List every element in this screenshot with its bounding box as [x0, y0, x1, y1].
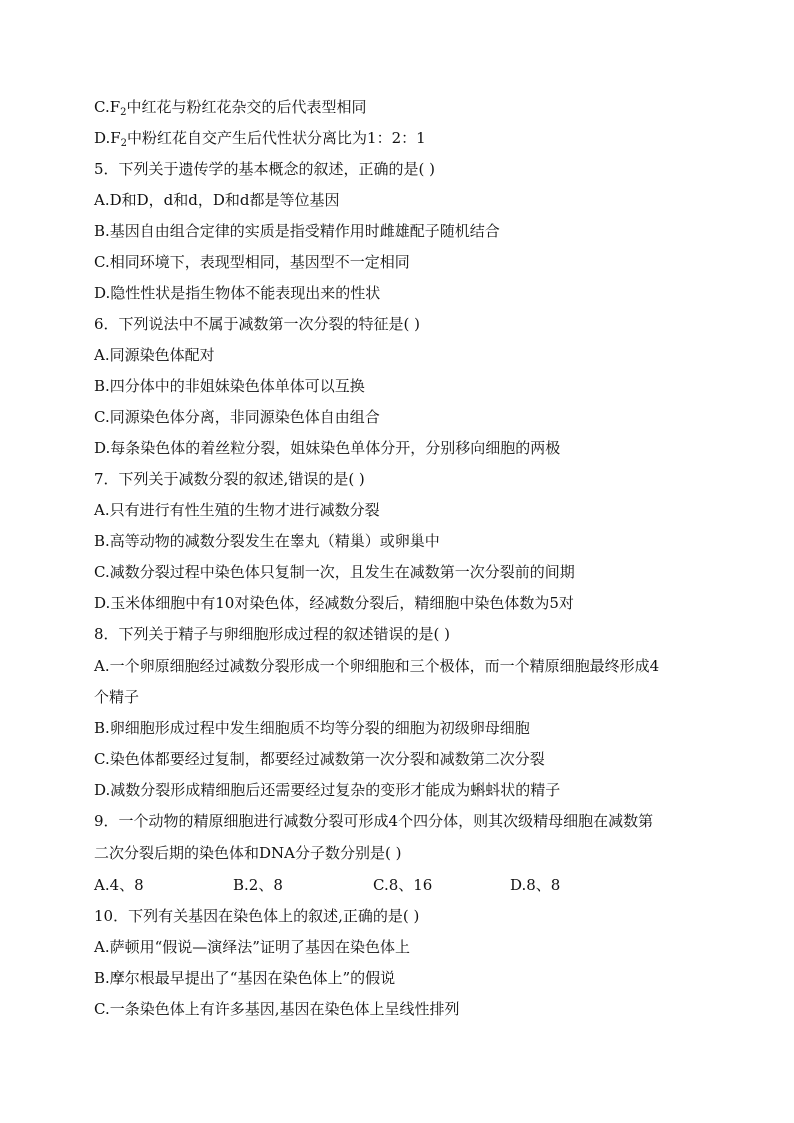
option-a: A.萨顿用“假说—演绎法”证明了基因在染色体上: [94, 938, 410, 956]
option-text: 中红花与粉红花杂交的后代表型相同: [126, 98, 367, 116]
option-a: A.4、8: [94, 876, 144, 894]
options-row: [94, 874, 694, 896]
option-a: A.同源染色体配对: [94, 346, 215, 364]
question-5: 5．下列关于遗传学的基本概念的叙述，正确的是( ): [94, 160, 436, 178]
option-b: B.卵细胞形成过程中发生细胞质不均等分裂的细胞为初级卵母细胞: [94, 719, 530, 737]
question-9: 9．一个动物的精原细胞进行减数分裂可形成4个四分体，则其次级精母细胞在减数第: [94, 812, 654, 830]
option-c: C.一条染色体上有许多基因,基因在染色体上呈线性排列: [94, 1000, 460, 1018]
option-b: B.四分体中的非姐妹染色体单体可以互换: [94, 377, 365, 395]
option-line: [94, 127, 426, 149]
option-a: A.D和D，d和d，D和d都是等位基因: [94, 191, 340, 209]
option-a: A.一个卵原细胞经过减数分裂形成一个卵细胞和三个极体，而一个精原细胞最终形成4: [94, 657, 660, 675]
option-b: B.摩尔根最早提出了“基因在染色体上”的假说: [94, 969, 396, 987]
option-b: B.2、8: [233, 876, 283, 894]
option-line: [94, 96, 367, 118]
option-c: C.同源染色体分离，非同源染色体自由组合: [94, 408, 380, 426]
question-6: 6．下列说法中不属于减数第一次分裂的特征是( ): [94, 315, 421, 333]
option-d: D.隐性性状是指生物体不能表现出来的性状: [94, 284, 381, 302]
question-10: 10．下列有关基因在染色体上的叙述,正确的是( ): [94, 907, 420, 925]
option-a-continued: 个精子: [94, 688, 140, 706]
option-d: D.每条染色体的着丝粒分裂，姐妹染色单体分开，分别移向细胞的两极: [94, 439, 561, 457]
option-text: 中粉红花自交产生后代性状分离比为1：2：1: [127, 129, 426, 147]
option-a: A.只有进行有性生殖的生物才进行减数分裂: [94, 501, 380, 519]
option-prefix: C.F: [94, 98, 121, 116]
subscript: 2: [120, 138, 128, 149]
option-d: D.玉米体细胞中有10对染色体，经减数分裂后，精细胞中染色体数为5对: [94, 594, 574, 612]
option-b: B.基因自由组合定律的实质是指受精作用时雌雄配子随机结合: [94, 222, 500, 240]
option-prefix: D.F: [94, 129, 121, 147]
question-9-continued: 二次分裂后期的染色体和DNA分子数分别是( ): [94, 844, 402, 862]
option-c: C.减数分裂过程中染色体只复制一次，且发生在减数第一次分裂前的间期: [94, 563, 575, 581]
question-7: 7．下列关于减数分裂的叙述,错误的是( ): [94, 470, 365, 488]
option-d: D.减数分裂形成精细胞后还需要经过复杂的变形才能成为蝌蚪状的精子: [94, 781, 561, 799]
question-8: 8．下列关于精子与卵细胞形成过程的叙述错误的是( ): [94, 625, 451, 643]
option-c: C.染色体都要经过复制，都要经过减数第一次分裂和减数第二次分裂: [94, 750, 545, 768]
option-b: B.高等动物的减数分裂发生在睾丸（精巢）或卵巢中: [94, 532, 440, 550]
option-d: D.8、8: [510, 876, 561, 894]
subscript: 2: [120, 107, 127, 118]
option-c: C.相同环境下，表现型相同，基因型不一定相同: [94, 253, 410, 271]
option-c: C.8、16: [373, 876, 433, 894]
